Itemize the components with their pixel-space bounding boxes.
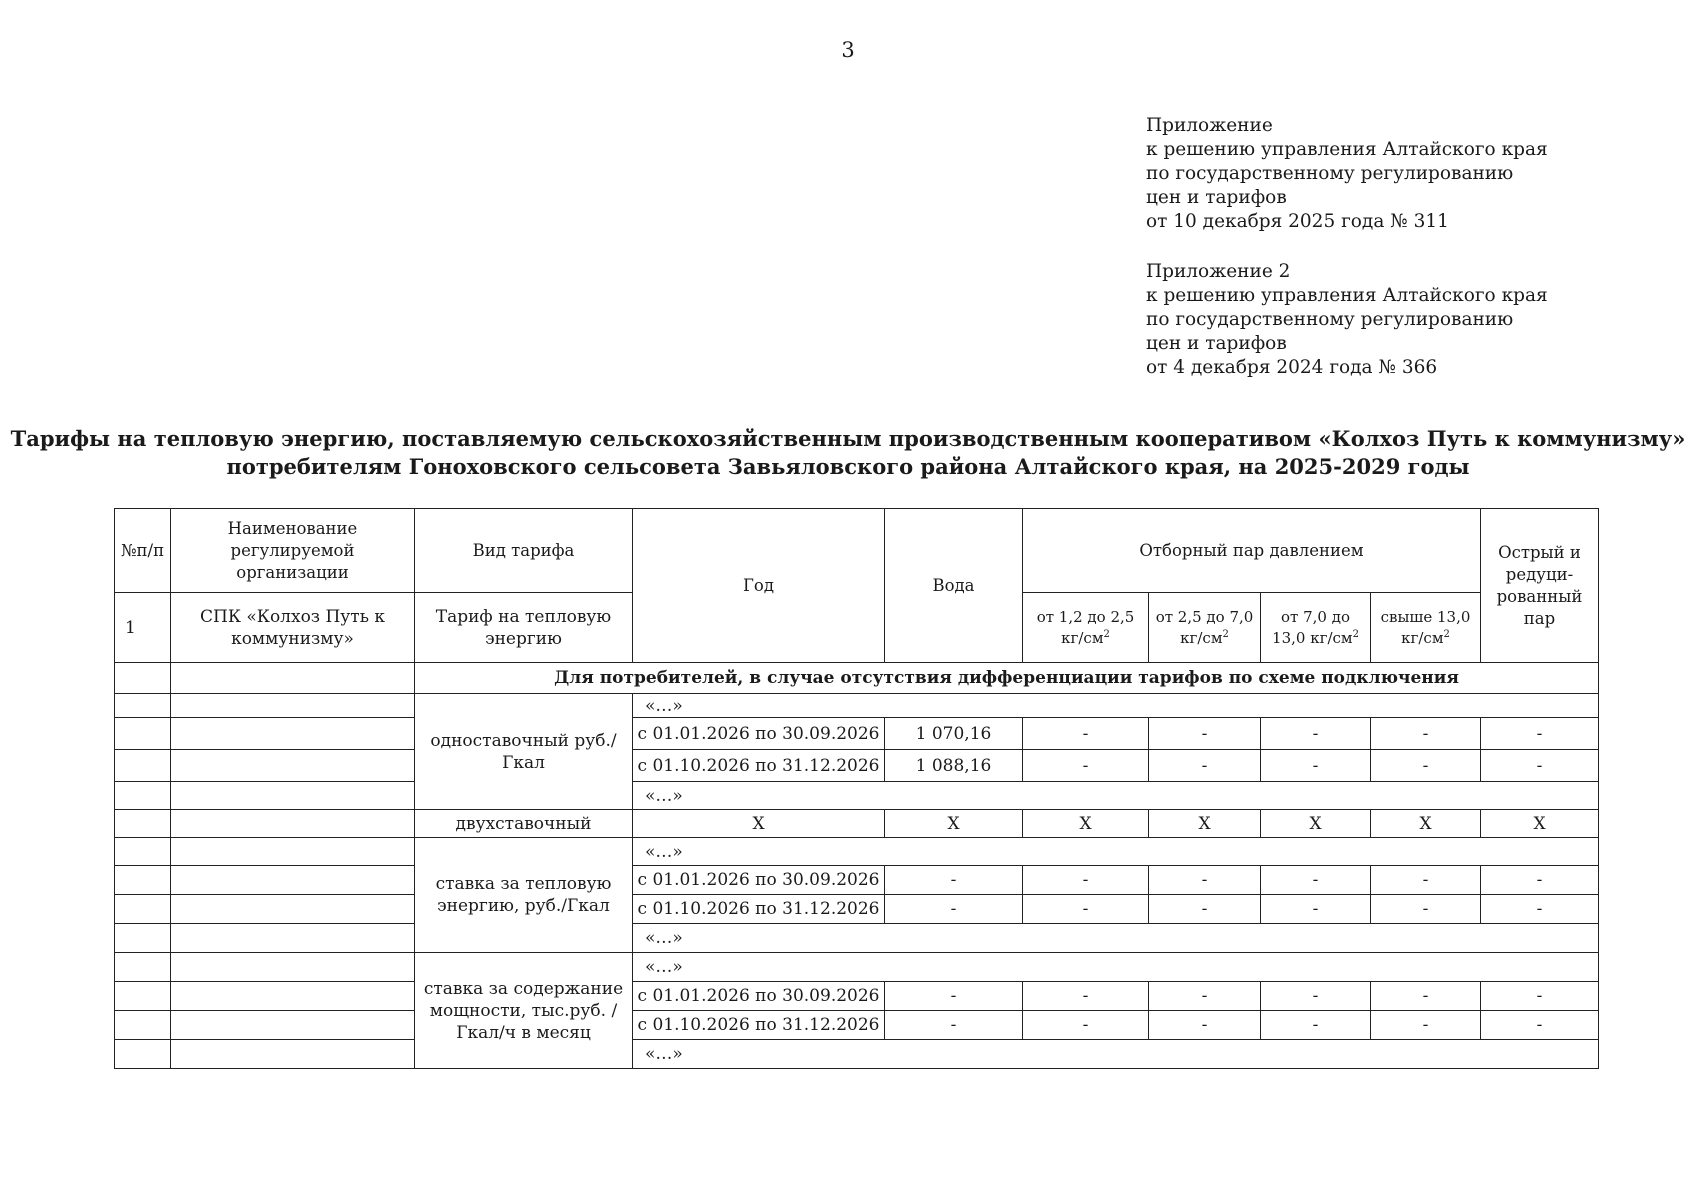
dash-cell: - [1149,866,1261,895]
water-value: 1 070,16 [885,718,1023,750]
period-cell: с 01.10.2026 по 31.12.2026 [633,1011,885,1040]
ellipsis-row: «…» [633,953,1599,982]
empty-cell [115,782,171,810]
appendix-line: цен и тарифов [1146,187,1287,208]
dash-cell: - [1261,750,1371,782]
dash-cell: - [1261,982,1371,1011]
header-tariff-type: Вид тарифа [415,509,633,593]
water-value: 1 088,16 [885,750,1023,782]
dash-cell: - [1481,895,1599,924]
x-cell: Х [1481,810,1599,838]
empty-cell [115,663,171,694]
x-cell: Х [633,810,885,838]
empty-cell [115,1011,171,1040]
empty-cell [115,895,171,924]
empty-cell [171,866,415,895]
empty-cell [171,1040,415,1069]
dash-cell: - [1023,1011,1149,1040]
dash-cell: - [1023,982,1149,1011]
dash-cell: - [885,866,1023,895]
superscript: 2 [1103,628,1110,640]
header-org: Наименование регулируемой организации [171,509,415,593]
empty-cell [171,694,415,718]
empty-cell [171,663,415,694]
dash-cell: - [1149,982,1261,1011]
superscript: 2 [1222,628,1229,640]
empty-cell [115,694,171,718]
header-steam-2 [1149,593,1261,663]
appendix-1-block [1146,114,1646,234]
empty-cell [115,953,171,982]
header-steam-4-label: свыше 13,0 кг/см [1380,607,1471,647]
title-line-1: Тарифы на тепловую энергию, поставляемую сельскохозяйственным производственным кооперативом «Колхоз Путь к коммунизму» [10,426,1686,451]
x-cell: Х [1023,810,1149,838]
appendix-2-block [1146,260,1646,380]
dash-cell: - [1481,750,1599,782]
dash-cell: - [1149,895,1261,924]
document-title [0,425,1696,481]
dash-cell: - [1371,750,1481,782]
appendix-line: к решению управления Алтайского края [1146,285,1548,306]
appendix-line: от 10 декабря 2025 года № 311 [1146,211,1449,232]
dash-cell: - [1371,1011,1481,1040]
dash-cell: - [885,895,1023,924]
empty-cell [115,750,171,782]
dash-cell: - [1481,1011,1599,1040]
x-cell: Х [885,810,1023,838]
page-number: 3 [841,38,855,62]
dash-cell: - [1371,895,1481,924]
group-capacity-rate: ставка за содержание мощности, тыс.руб. /Гкал/ч в месяц [415,953,633,1069]
dash-cell: - [1261,1011,1371,1040]
dash-cell: - [1371,718,1481,750]
empty-cell [115,810,171,838]
empty-cell [115,866,171,895]
appendix-line: Приложение 2 [1146,261,1291,282]
x-cell: Х [1149,810,1261,838]
appendix-line: к решению управления Алтайского края [1146,139,1548,160]
tariff-table [114,508,1599,1069]
header-water: Вода [885,509,1023,663]
ellipsis-row: «…» [633,924,1599,953]
dash-cell: - [1149,718,1261,750]
ellipsis-row: «…» [633,694,1599,718]
title-line-2: потребителям Гоноховского сельсовета Завьяловского района Алтайского края, на 2025-2029 годы [226,454,1470,479]
empty-cell [171,810,415,838]
period-cell: с 01.10.2026 по 31.12.2026 [633,895,885,924]
period-cell: с 01.01.2026 по 30.09.2026 [633,982,885,1011]
x-cell: Х [1371,810,1481,838]
empty-cell [115,924,171,953]
superscript: 2 [1352,628,1359,640]
ellipsis-row: «…» [633,838,1599,866]
org-name: СПК «Колхоз Путь к коммунизму» [171,593,415,663]
superscript: 2 [1443,628,1450,640]
empty-cell [171,982,415,1011]
ellipsis-row: «…» [633,782,1599,810]
group-heat-rate: ставка за тепловую энергию, руб./Гкал [415,838,633,953]
ellipsis-row: «…» [633,1040,1599,1069]
period-cell: с 01.01.2026 по 30.09.2026 [633,866,885,895]
period-cell: с 01.10.2026 по 31.12.2026 [633,750,885,782]
header-steam-1-label: от 1,2 до 2,5 кг/см [1036,607,1135,647]
header-steam-3 [1261,593,1371,663]
header-num: №п/п [115,509,171,593]
appendix-line: по государственному регулированию [1146,163,1514,184]
empty-cell [115,982,171,1011]
dash-cell: - [1261,895,1371,924]
dash-cell: - [1149,1011,1261,1040]
dash-cell: - [1261,718,1371,750]
empty-cell [115,718,171,750]
dash-cell: - [1149,750,1261,782]
dash-cell: - [885,1011,1023,1040]
period-cell: с 01.01.2026 по 30.09.2026 [633,718,885,750]
empty-cell [171,895,415,924]
empty-cell [171,838,415,866]
appendix-line: по государственному регулированию [1146,309,1514,330]
header-steam-2-label: от 2,5 до 7,0 кг/см [1155,607,1254,647]
empty-cell [115,838,171,866]
tariff-type-value: Тариф на тепловую энергию [415,593,633,663]
header-year: Год [633,509,885,663]
appendix-line: цен и тарифов [1146,333,1287,354]
x-cell: Х [1261,810,1371,838]
dash-cell: - [885,982,1023,1011]
empty-cell [171,782,415,810]
dash-cell: - [1371,866,1481,895]
header-steam-3-label: от 7,0 до 13,0 кг/см [1272,607,1353,647]
appendix-line: от 4 декабря 2024 года № 366 [1146,357,1438,378]
empty-cell [171,718,415,750]
dash-cell: - [1261,866,1371,895]
header-steam-4 [1371,593,1481,663]
group-single-rate: одноставочный руб./Гкал [415,694,633,810]
dash-cell: - [1023,866,1149,895]
consumer-subheader: Для потребителей, в случае отсутствия дифференциации тарифов по схеме подключения [415,663,1599,694]
empty-cell [171,953,415,982]
dash-cell: - [1371,982,1481,1011]
appendix-line: Приложение [1146,115,1273,136]
header-steam: Отборный пар давлением [1023,509,1481,593]
dash-cell: - [1481,718,1599,750]
row-number: 1 [115,593,171,663]
header-steam-1 [1023,593,1149,663]
dash-cell: - [1023,895,1149,924]
dash-cell: - [1481,982,1599,1011]
group-two-rate: двухставочный [415,810,633,838]
header-sharp-steam: Острый и редуци-рованный пар [1481,509,1599,663]
empty-cell [115,1040,171,1069]
dash-cell: - [1023,718,1149,750]
empty-cell [171,1011,415,1040]
dash-cell: - [1481,866,1599,895]
empty-cell [171,924,415,953]
empty-cell [171,750,415,782]
dash-cell: - [1023,750,1149,782]
